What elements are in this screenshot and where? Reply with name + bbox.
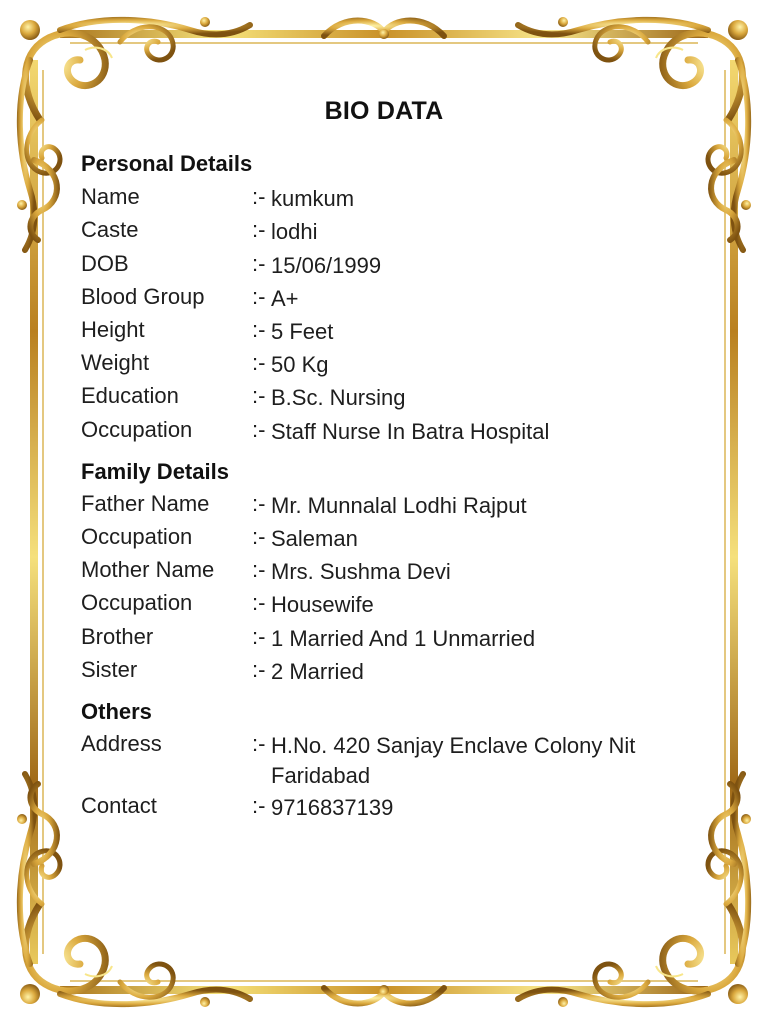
field-label: Occupation [81, 590, 193, 615]
field-separator: :- [252, 383, 266, 408]
section-heading-personal-details: Personal Details [81, 151, 253, 176]
field-separator: :- [252, 417, 266, 442]
field-label: Address [81, 731, 162, 756]
field-value: Staff Nurse In Batra Hospital [271, 419, 550, 444]
field-label: Sister [81, 657, 138, 682]
field-value: 50 Kg [271, 352, 329, 377]
field-separator: :- [252, 624, 266, 649]
field-value: 2 Married [271, 659, 364, 684]
field-separator: :- [252, 657, 266, 682]
field-separator: :- [252, 491, 266, 516]
field-value: A+ [271, 286, 299, 311]
field-label: Father Name [81, 491, 210, 516]
field-value: B.Sc. Nursing [271, 385, 406, 410]
field-separator: :- [252, 590, 266, 615]
field-separator: :- [252, 217, 266, 242]
field-label: Brother [81, 624, 154, 649]
field-value: 9716837139 [271, 795, 394, 820]
field-label: Height [81, 317, 145, 342]
field-label: Contact [81, 793, 157, 818]
field-separator: :- [252, 793, 266, 818]
field-separator: :- [252, 184, 266, 209]
field-value: lodhi [271, 219, 318, 244]
field-separator: :- [252, 557, 266, 582]
field-value: H.No. 420 Sanjay Enclave Colony Nit Faridabad [271, 733, 636, 788]
field-value: kumkum [271, 186, 355, 211]
field-separator: :- [252, 731, 266, 756]
field-separator: :- [252, 317, 266, 342]
field-label: Blood Group [81, 284, 205, 309]
field-value: 5 Feet [271, 319, 334, 344]
field-separator: :- [252, 350, 266, 375]
field-label: Name [81, 184, 140, 209]
field-value: Mr. Munnalal Lodhi Rajput [271, 493, 527, 518]
field-value: 1 Married And 1 Unmarried [271, 626, 536, 651]
section-heading-others: Others [81, 699, 152, 724]
field-label: Occupation [81, 417, 193, 442]
section-heading-family-details: Family Details [81, 459, 229, 484]
field-label: Weight [81, 350, 150, 375]
field-value: Saleman [271, 526, 358, 551]
document-title: BIO DATA [324, 97, 444, 125]
field-label: Mother Name [81, 557, 215, 582]
field-label: DOB [81, 251, 129, 276]
field-separator: :- [252, 524, 266, 549]
field-value: 15/06/1999 [271, 253, 382, 278]
field-label: Education [81, 383, 179, 408]
field-value: Housewife [271, 592, 374, 617]
field-label: Caste [81, 217, 139, 242]
field-value: Mrs. Sushma Devi [271, 559, 451, 584]
field-separator: :- [252, 251, 266, 276]
field-label: Occupation [81, 524, 193, 549]
field-separator: :- [252, 284, 266, 309]
